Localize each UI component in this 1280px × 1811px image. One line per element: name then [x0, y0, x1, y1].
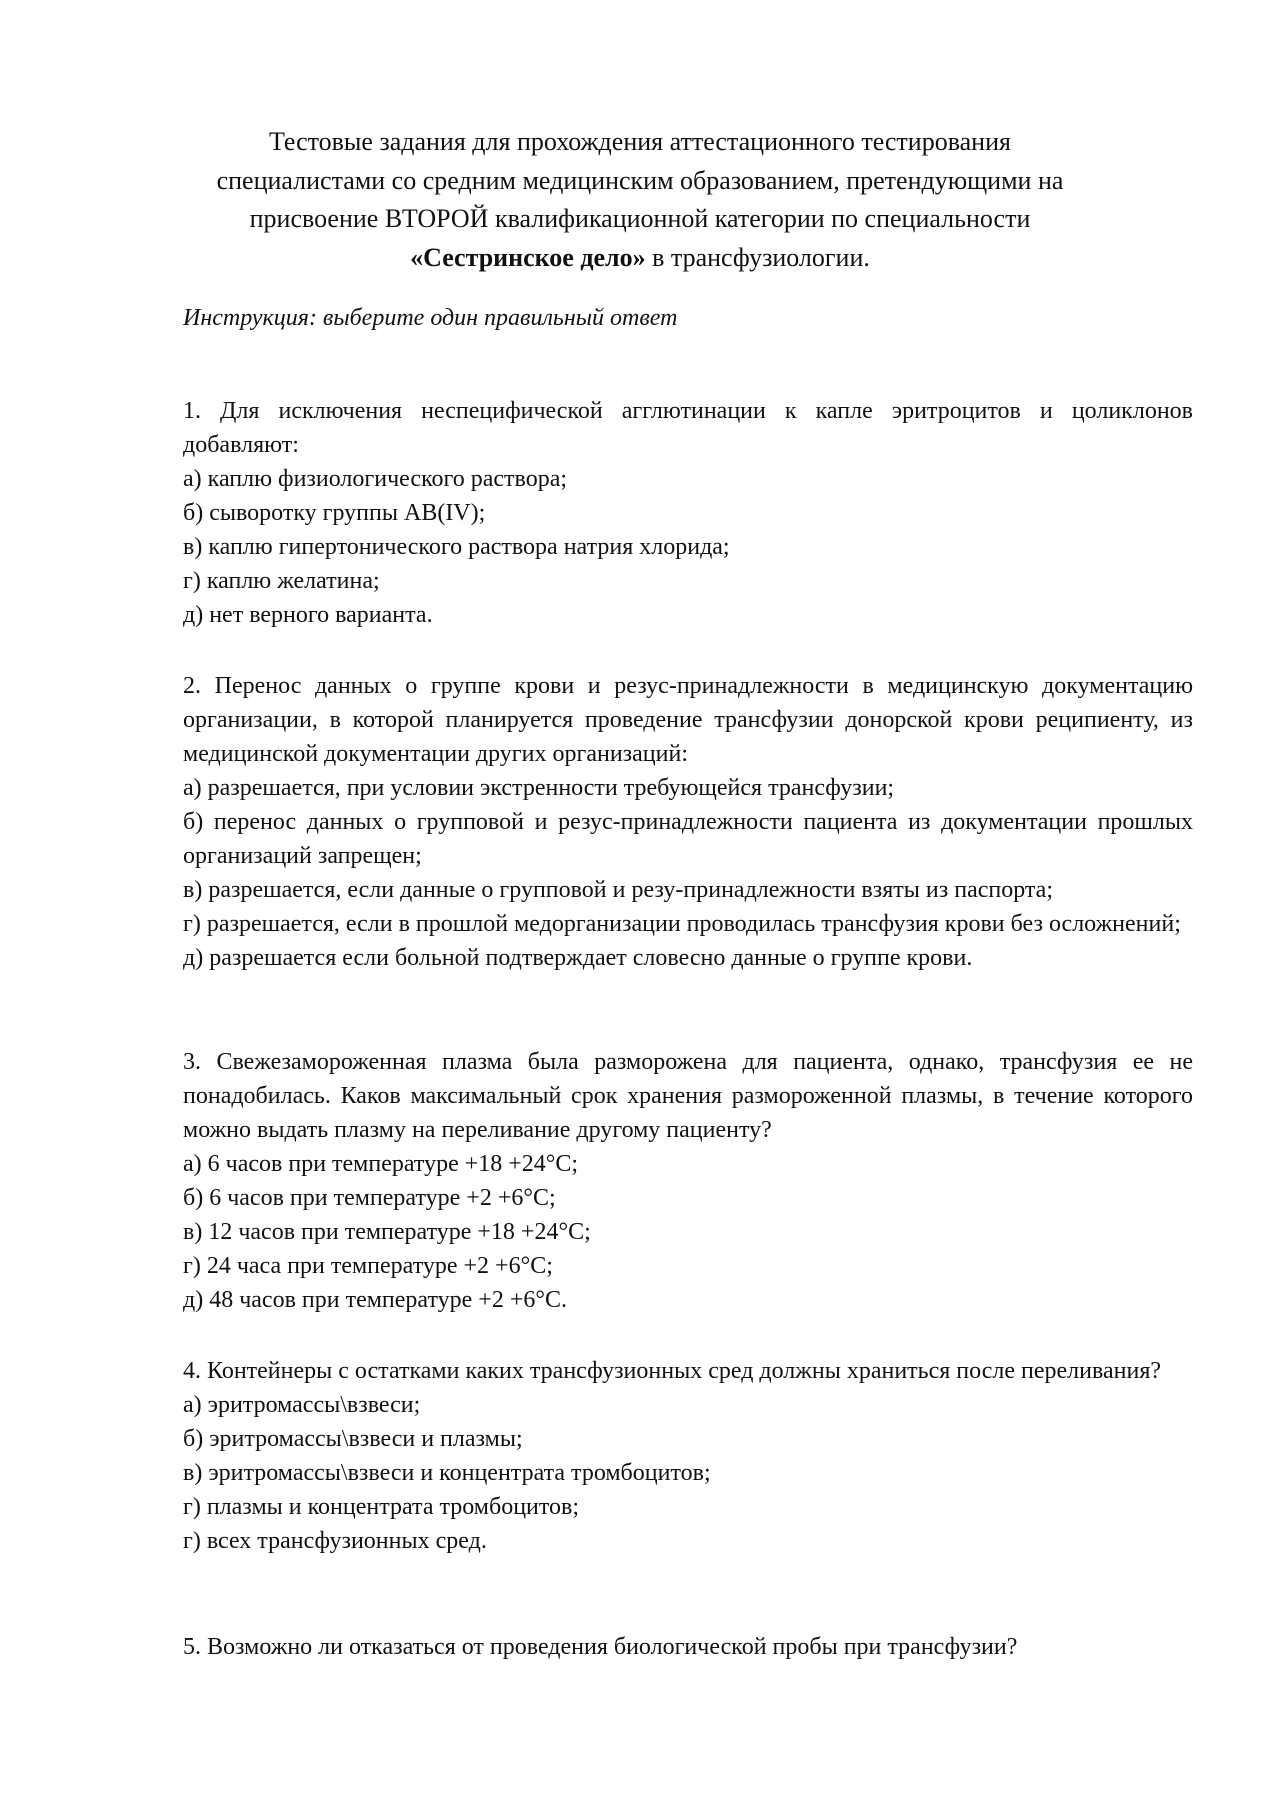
answer-option: в) 12 часов при температуре +18 +24°С; [183, 1219, 591, 1245]
question-text: 5. Возможно ли отказаться от проведения биологической пробы при трансфузии? [183, 1634, 1018, 1660]
title-line-1: Тестовые задания для прохождения аттестационного тестирования [269, 127, 1011, 156]
title-line-3: присвоение ВТОРОЙ квалификационной категории по специальности [249, 204, 1031, 233]
answer-option: г) 24 часа при температуре +2 +6°С; [183, 1253, 553, 1279]
answer-option: в) эритромассы\взвеси и концентрата тромбоцитов; [183, 1460, 711, 1486]
answer-option: г) плазмы и концентрата тромбоцитов; [183, 1494, 580, 1520]
answer-option: а) 6 часов при температуре +18 +24°С; [183, 1151, 579, 1177]
question-2 [183, 669, 1193, 975]
title-suffix: в трансфузиологии. [645, 242, 870, 272]
answer-option: д) разрешается если больной подтверждает словесно данные о группе крови. [183, 945, 973, 971]
question-text: 4. Контейнеры с остатками каких трансфузионных сред должны храниться после переливания? [183, 1358, 1162, 1384]
answer-option: б) 6 часов при температуре +2 +6°С; [183, 1185, 556, 1211]
title-line-2: специалистами со средним медицинским образованием, претендующими на [216, 165, 1064, 195]
question-5 [183, 1630, 1193, 1664]
answer-option: д) 48 часов при температуре +2 +6°С. [183, 1287, 567, 1313]
question-text: 2. Перенос данных о группе крови и резус-принадлежности в медицинскую документацию организации, в которой планируется проведение трансфузии донорской крови реципиенту, из медицинской документации других организаций: [183, 673, 1193, 767]
answer-option: в) разрешается, если данные о групповой и резу-принадлежности взяты из паспорта; [183, 877, 1053, 903]
answer-option: б) перенос данных о групповой и резус-принадлежности пациента из документации прошлых организаций запрещен; [183, 809, 1193, 869]
answer-option: в) каплю гипертонического раствора натрия хлорида; [183, 534, 730, 560]
answer-option: б) эритромассы\взвеси и плазмы; [183, 1426, 523, 1452]
question-3 [183, 1045, 1193, 1317]
document-title [150, 123, 1130, 277]
title-line-4 [150, 239, 1130, 278]
answer-option: а) эритромассы\взвеси; [183, 1392, 421, 1418]
title-specialty: «Сестринское дело» [410, 242, 646, 272]
answer-option: г) всех трансфузионных сред. [183, 1528, 487, 1554]
answer-option: а) разрешается, при условии экстренности требующейся трансфузии; [183, 775, 895, 801]
answer-option: г) разрешается, если в прошлой медорганизации проводилась трансфузия крови без осложнений; [183, 911, 1181, 937]
question-1 [183, 394, 1193, 632]
question-4 [183, 1354, 1193, 1558]
question-text: 3. Свежезамороженная плазма была разморожена для пациента, однако, трансфузия ее не понадобилась. Каков максимальный срок хранения размороженной плазмы, в течение которого можно выдать плазму на переливание другому пациенту? [183, 1049, 1193, 1143]
instruction-text: Инструкция: выберите один правильный ответ [183, 305, 678, 331]
question-text: 1. Для исключения неспецифической агглютинации к капле эритроцитов и цоликлонов добавляют: [183, 398, 1193, 458]
answer-option: а) каплю физиологического раствора; [183, 466, 568, 492]
answer-option: д) нет верного варианта. [183, 602, 433, 628]
answer-option: б) сыворотку группы AB(IV); [183, 500, 486, 526]
answer-option: г) каплю желатина; [183, 568, 380, 594]
